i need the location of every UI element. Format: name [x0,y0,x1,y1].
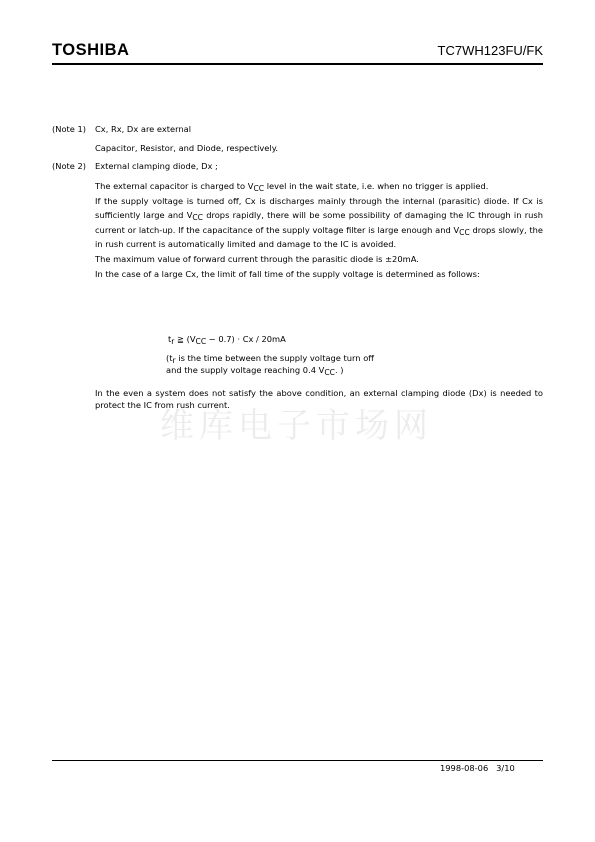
footer-date: 1998-08-06 [440,763,489,773]
note2-heading: External clamping diode, Dx ; [95,161,218,171]
note1-line1: Cx, Rx, Dx are external [95,124,192,134]
closing-paragraph: In the even a system does not satisfy the above condition, an external clamping diode (Dx) is needed to protect the IC from rush current. [95,388,543,410]
paragraph-power-off: If the supply voltage is turned off, Cx is discharges mainly through the internal (parasitic) diode. If Cx is sufficiently large and $V_{CC}$ drops rapidly, there will be some possibility of damaging the IC through in rush current or latch-up. If the capacitance of the supply voltage filter is large enough and $V_{CC}$ drops slowly, the in rush current is automatically limited and damage to the IC is avoided. [95,195,543,250]
fall-time-formula: $t_r$ ≧ $(V_{CC} - 0.7) \cdot Cx / 20mA$ [168,334,286,346]
footer [440,763,515,773]
note2-body [95,179,543,281]
note2-label: (Note 2) [52,161,87,171]
footer-rule [52,760,543,761]
note1-line2: Capacitor, Resistor, and Diode, respectively. [95,143,279,153]
formula-explanation: ($t_r$ is the time between the supply voltage turn off and the supply voltage reaching 0.4 $V_{CC}$. ) [166,353,375,377]
paragraph-charge: The external capacitor is charged to $V_{CC}$ level in the wait state, i.e. when no trigger is applied. [95,181,489,193]
note1-label: (Note 1) [52,124,87,134]
paragraph-fall-time: In the case of a large Cx, the limit of fall time of the supply voltage is determined as follows: [95,268,480,279]
watermark: 维库电子市场网 [160,406,433,446]
part-number: TC7WH123FU/FK [437,43,543,58]
header-rule [52,63,543,65]
paragraph-forward-current: The maximum value of forward current through the parasitic diode is ±20mA. [95,253,419,264]
page-number: 3/10 [496,763,515,773]
brand-logo: TOSHIBA [52,41,130,59]
